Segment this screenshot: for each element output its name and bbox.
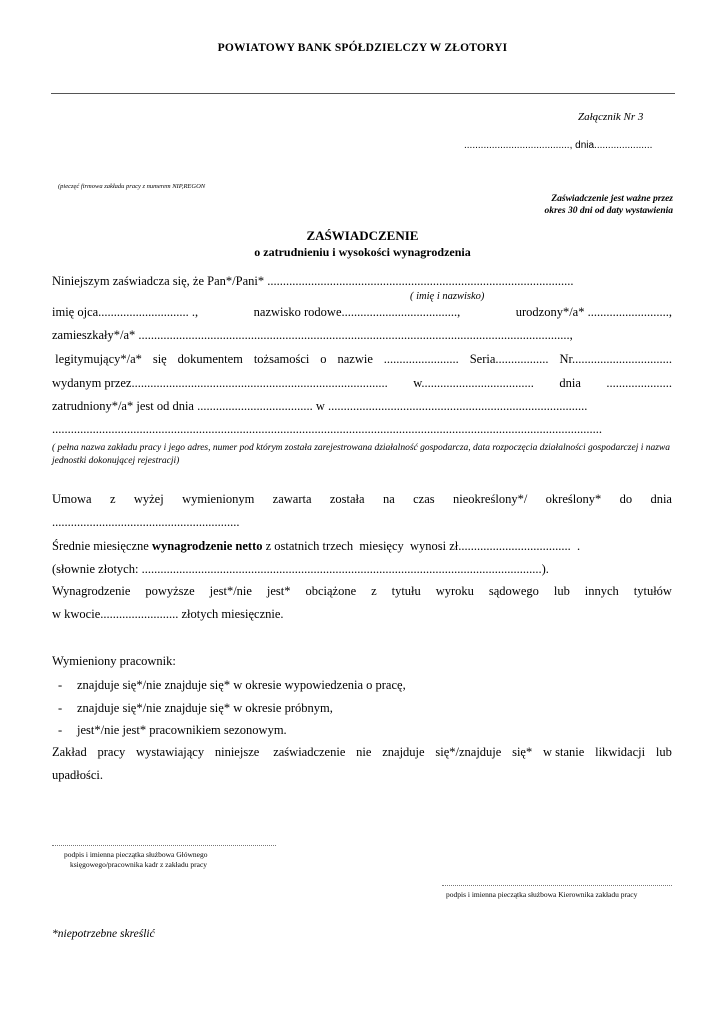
word: się bbox=[152, 352, 167, 366]
word: dnia bbox=[650, 492, 672, 506]
line-salary-words: (słownie złotych: ................................................................................................................................). bbox=[52, 562, 549, 576]
word: określony* bbox=[545, 492, 602, 506]
word: jest* bbox=[266, 584, 291, 598]
line-id-document bbox=[52, 352, 672, 367]
word: została bbox=[329, 492, 365, 506]
line-liquidation-end: upadłości. bbox=[52, 768, 104, 782]
line-name: Niniejszym zaświadcza się, że Pan*/Pani* .................................................................................................. bbox=[52, 274, 574, 288]
bullet-seasonal: jest*/nie jest* pracownikiem sezonowym. bbox=[77, 723, 287, 737]
word: lub bbox=[655, 745, 672, 759]
document-title: ZAŚWIADCZENIE bbox=[306, 228, 419, 243]
word: znajduje bbox=[382, 745, 425, 759]
word: nazwie bbox=[337, 352, 373, 366]
word: o bbox=[320, 352, 327, 366]
word: tożsamości bbox=[253, 352, 310, 366]
word: niniejsze bbox=[214, 745, 260, 759]
place-date-line: ......................................, dnia..................... bbox=[464, 140, 653, 151]
word: wyroku bbox=[435, 584, 474, 598]
contract-end-date-field: ............................................................ bbox=[52, 515, 240, 529]
word: czas bbox=[413, 492, 435, 506]
header-rule bbox=[51, 93, 675, 94]
validity-note bbox=[544, 193, 673, 217]
word: lub bbox=[553, 584, 570, 598]
issue-date-field: ..................... bbox=[606, 376, 672, 390]
line-burden bbox=[52, 584, 672, 599]
name-hint: ( imię i nazwisko) bbox=[410, 291, 485, 302]
born-field: urodzony*/a* .........................., bbox=[515, 305, 672, 319]
word: się*/znajduje bbox=[435, 745, 502, 759]
word: likwidacji bbox=[595, 745, 646, 759]
salary-text-pre: Średnie miesięczne bbox=[52, 539, 152, 553]
word: jest*/nie bbox=[209, 584, 252, 598]
word: nieokreślony*/ bbox=[453, 492, 528, 506]
bank-name: POWIATOWY BANK SPÓŁDZIELCZY W ZŁOTORYI bbox=[217, 42, 508, 54]
attachment-number: Załącznik Nr 3 bbox=[578, 111, 644, 123]
word: z bbox=[109, 492, 116, 506]
salary-label-bold: wynagrodzenie netto bbox=[151, 539, 263, 553]
word: powyższe bbox=[145, 584, 195, 598]
word: obciążone bbox=[305, 584, 357, 598]
word: zawarta bbox=[272, 492, 312, 506]
left-signature-line bbox=[52, 845, 276, 846]
word: innych bbox=[584, 584, 619, 598]
word: zaświadczenie bbox=[270, 745, 346, 759]
validity-line-2: okres 30 dni od daty wystawienia bbox=[544, 206, 673, 216]
salary-text-post: z ostatnich trzech miesięcy wynosi zł.................................... . bbox=[262, 539, 581, 553]
right-signature-caption: podpis i imienna pieczątka służbowa Kierownika zakładu pracy bbox=[446, 890, 638, 899]
bullet-trial-period: znajduje się*/nie znajduje się* w okresie próbnym, bbox=[77, 701, 333, 715]
footnote: *niepotrzebne skreślić bbox=[52, 928, 155, 940]
word: tytułów bbox=[633, 584, 672, 598]
word: wymienionym bbox=[182, 492, 255, 506]
line-liquidation bbox=[52, 745, 672, 760]
word: wystawiający bbox=[136, 745, 205, 759]
word: Wynagrodzenie bbox=[52, 584, 131, 598]
word: Zakład bbox=[52, 745, 87, 759]
line-employer-blank: ................................................................................................................................................................................ bbox=[52, 422, 602, 436]
maiden-name-field: nazwisko rodowe....................................., bbox=[253, 305, 461, 319]
left-caption-line-1: podpis i imienna pieczątka służbowa Głównego bbox=[64, 850, 208, 859]
word: w stanie bbox=[543, 745, 585, 759]
word: z bbox=[371, 584, 377, 598]
number-field: Nr................................ bbox=[559, 352, 672, 366]
word: dnia bbox=[559, 376, 581, 390]
validity-line-1: Zaświadczenie jest ważne przez bbox=[551, 194, 673, 204]
bullet-mark: - bbox=[58, 678, 63, 692]
left-signature-caption bbox=[64, 850, 208, 870]
document-subtitle: o zatrudnieniu i wysokości wynagrodzenia bbox=[254, 245, 471, 259]
word: wyżej bbox=[133, 492, 164, 506]
bullet-notice-period: znajduje się*/nie znajduje się* w okresie wypowiedzenia o pracę, bbox=[77, 678, 406, 692]
word: nie bbox=[356, 745, 372, 759]
word: legitymujący*/a* bbox=[52, 352, 142, 366]
issued-by-field: wydanym przez.................................................................................. bbox=[52, 376, 388, 390]
series-field: Seria................. bbox=[469, 352, 549, 366]
fathers-name-field: imię ojca............................. ., bbox=[52, 305, 199, 319]
word: pracy bbox=[97, 745, 126, 759]
word: sądowego bbox=[488, 584, 539, 598]
line-contract bbox=[52, 492, 672, 507]
document-name-field: ........................ bbox=[383, 352, 459, 366]
stamp-caption: (pieczęć firmowa zakładu pracy z numerem NIP,REGON bbox=[58, 183, 206, 190]
left-caption-line-2: księgowego/pracownika kadr z zakładu pracy bbox=[70, 860, 208, 869]
line-salary bbox=[52, 539, 580, 554]
word: się* bbox=[512, 745, 533, 759]
line-burden-amount: w kwocie......................... złotych miesięcznie. bbox=[52, 607, 284, 621]
right-signature-line bbox=[442, 885, 672, 886]
employee-intro: Wymieniony pracownik: bbox=[52, 654, 176, 668]
employer-note: ( pełna nazwa zakładu pracy i jego adres, numer pod którym została zarejestrowana działalność gospodarcza, data rozpoczęcia działalności gospodarczej i nazwa jednostki dokonującej rejestracji) bbox=[52, 443, 671, 466]
line-address: zamieszkały*/a* .........................................................................................................................................., bbox=[52, 328, 573, 342]
issued-in-field: w.................................... bbox=[413, 376, 534, 390]
word: do bbox=[619, 492, 633, 506]
word: tytułu bbox=[391, 584, 421, 598]
line-parents bbox=[52, 305, 672, 320]
line-issued-by bbox=[52, 376, 672, 391]
word: Umowa bbox=[52, 492, 92, 506]
line-employed: zatrudniony*/a* jest od dnia ..................................... w ................................................................................... bbox=[52, 399, 588, 413]
word: na bbox=[382, 492, 395, 506]
bullet-mark: - bbox=[58, 723, 63, 737]
bullet-mark: - bbox=[58, 701, 63, 715]
word: dokumentem bbox=[177, 352, 243, 366]
